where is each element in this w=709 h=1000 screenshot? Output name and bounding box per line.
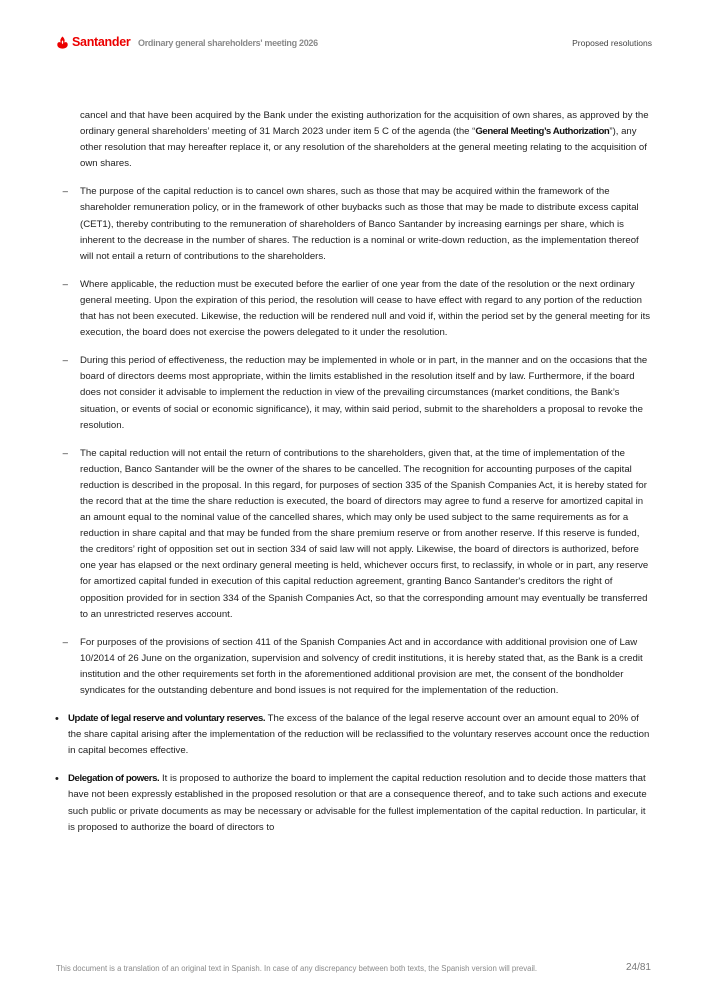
dash-list-item — [56, 446, 652, 623]
section-title: Proposed resolutions — [572, 38, 652, 48]
dash-marker: – — [62, 355, 68, 367]
dash-marker: – — [62, 278, 68, 290]
dash-marker: – — [62, 447, 68, 459]
page-header — [0, 0, 709, 60]
dash-marker: – — [62, 186, 68, 198]
list-item-text: It is proposed to authorize the board to implement the capital reduction resolution and to decide those matters that have not been expressly established in the proposed resolution or that are a consequence thereof, and to take such actions and execute such public or private documents as may be necessary or advisable for the fullest implementation of the capital reduction. In particular, it is proposed to authorize the board of directors to — [68, 773, 647, 833]
page-number: 24/81 — [625, 962, 651, 973]
list-item-text: The excess of the balance of the legal reserve account over an amount equal to 20% of the share capital arising after the implementation of the reduction will be reclassified to the voluntary reserves account once the reduction in capital becomes effective. — [68, 713, 650, 757]
bullet-heading: Update of legal reserve and voluntary reserves. — [68, 713, 266, 725]
brand-name: Santander — [72, 35, 131, 49]
paragraph-text: ”), any other resolution that may hereafter replace it, or any resolution of the shareholders at the general meeting relating to the acquisition of own shares. — [80, 126, 647, 170]
meeting-title: Ordinary general shareholders' meeting 2026 — [138, 38, 318, 48]
paragraph-text: cancel and that have been acquired by the Bank under the existing authorization for the acquisition of own shares, as approved by the ordinary general shareholders’ meeting of 31 March 2023 under item 5 C of the agenda (the “ — [80, 110, 649, 138]
list-item-text: The purpose of the capital reduction is to cancel own shares, such as those that may be acquired within the framework of the shareholder remuneration policy, or in the framework of other buybacks such as those that may be made to distribute excess capital (CET1), thereby contributing to the remuneration of shareholders of Banco Santander by increasing earnings per share, which is inherent to the decrease in the number of shares. The reduction is a nominal or write-down reduction, as the implementation thereof will not entail a return of contributions to the shareholders. — [80, 186, 639, 262]
bullet-marker: • — [55, 713, 59, 726]
document-body — [56, 108, 652, 848]
list-item-text: The capital reduction will not entail the return of contributions to the shareholders, given that, at the time of implementation of the reduction, Banco Santander will be the owner of the shares to be cancelled. The recognition for accounting purposes of the capital reduction is described in the proposal. In this regard, for purposes of section 335 of the Spanish Companies Act, it is hereby stated for the record that at the time the share reduction is executed, the board of directors may agree to fund a reserve for amortized capital in an amount equal to the nominal value of the cancelled shares, which may only be used subject to the same requirements as for a reduction in share capital and that may be funded from the share premium reserve or from another reserve. If this reserve is funded, the creditors’ right of opposition set out in section 334 of said law will not apply. Likewise, the board of directors is authorized, before one year has elapsed or the next ordinary general meeting is held, whichever occurs first, to reclassify, in whole or in part, any reserve for amortized capital funded in execution of this capital reduction agreement, granting Banco Santander's creditors the right of opposition provided for in section 334 of the Spanish Companies Act, so that the corresponding amount may eventually be transferred to an unrestricted reserves account. — [80, 447, 649, 620]
defined-term: General Meeting’s Authorization — [475, 126, 610, 138]
santander-logo — [56, 35, 130, 49]
continued-paragraph — [80, 108, 652, 172]
list-item-text: Where applicable, the reduction must be executed before the earlier of one year from the date of the resolution or the next ordinary general meeting. Upon the expiration of this period, the resolution will cease to have effect with regard to any portion of the reduction that has not been executed. Likewise, the reduction will be rendered null and void if, within the period set by the general meeting for its execution, the board does not exercise the powers delegated to it under the resolution. — [80, 278, 651, 339]
list-item-text: For purposes of the provisions of section 411 of the Spanish Companies Act and in accordance with additional provision one of Law 10/2014 of 26 June on the organization, supervision and solvency of credit institutions, it is hereby stated that, as the Bank is a credit institution and the other requirements set forth in the aforementioned additional provision are met, the consent of the bondholder syndicates for the outstanding debenture and bond issues is not required for the implementation of the reduction. — [80, 636, 643, 696]
bullet-list-item — [56, 711, 652, 759]
bullet-list-item — [56, 771, 652, 835]
dash-marker: – — [62, 636, 68, 648]
bullet-marker: • — [55, 773, 59, 786]
translation-disclaimer: This document is a translation of an original text in Spanish. In case of any discrepancy between both texts, the Spanish version will prevail. — [56, 964, 538, 973]
list-item-text: During this period of effectiveness, the reduction may be implemented in whole or in part, in the manner and on the occasions that the board of directors deems most appropriate, within the limits established in the resolution itself and by law. Furthermore, if the board does not consider it advisable to implement the reduction in view of the prevailing circumstances (market conditions, the Bank’s situation, or events of social or economic significance), it may, within said period, submit to the shareholders a proposal to revoke the resolution. — [80, 355, 648, 431]
flame-icon — [56, 36, 69, 49]
dash-list-item — [56, 277, 652, 341]
dash-list-item — [56, 353, 652, 433]
bullet-heading: Delegation of powers. — [68, 773, 160, 785]
dash-list-item — [56, 635, 652, 699]
dash-list-item — [56, 184, 652, 264]
